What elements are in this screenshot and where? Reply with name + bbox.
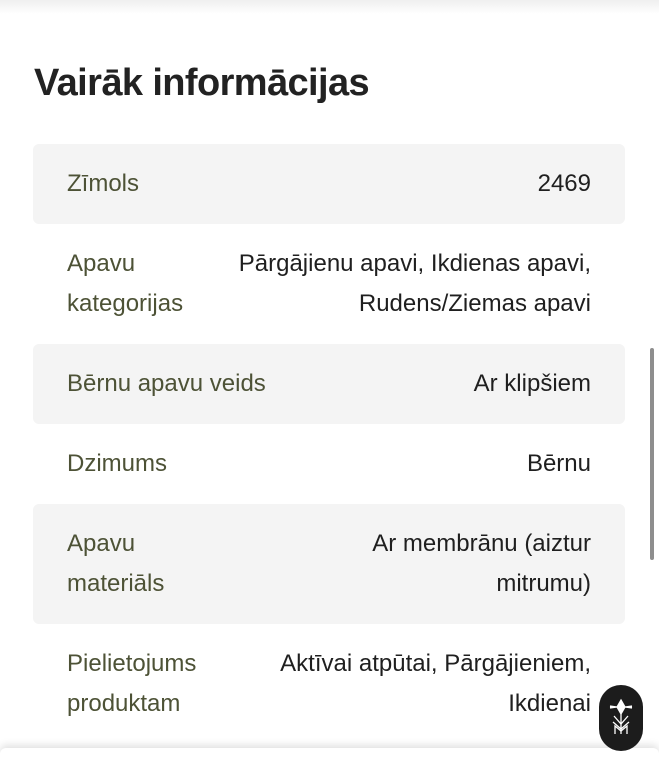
attribute-value: Ar membrānu (aiztur mitrumu) (372, 530, 591, 597)
attribute-row (33, 424, 625, 504)
scrollbar-thumb[interactable] (650, 348, 654, 560)
attribute-label: Apavu kategorijas (67, 250, 184, 317)
attribute-value: Bērnu (526, 450, 591, 477)
attribute-value: Ar klipšiem (473, 370, 591, 397)
brand-badge-button[interactable] (599, 685, 643, 751)
attribute-row (33, 504, 625, 624)
attribute-row (33, 144, 625, 224)
attribute-row (33, 344, 625, 424)
attribute-label: Bērnu apavu veids (67, 370, 266, 397)
attribute-value: 2469 (537, 170, 591, 197)
attribute-label: Zīmols (67, 170, 139, 197)
attribute-row (33, 224, 625, 344)
brand-logo-icon (605, 694, 637, 742)
attribute-value: Aktīvai atpūtai, Pārgājieniem, Ikdienai (280, 650, 591, 717)
attribute-label: Pielietojums produktam (67, 650, 197, 717)
attribute-label: Apavu materiāls (67, 530, 165, 597)
attribute-row (33, 624, 625, 744)
attribute-value: Pārgājienu apavi, Ikdienas apavi, Rudens/Ziemas apavi (238, 250, 591, 317)
attribute-label: Dzimums (67, 450, 167, 477)
attributes-table (33, 144, 625, 744)
section-title: Vairāk informācijas (34, 62, 370, 104)
top-shadow (0, 0, 659, 14)
bottom-bar (0, 748, 659, 768)
